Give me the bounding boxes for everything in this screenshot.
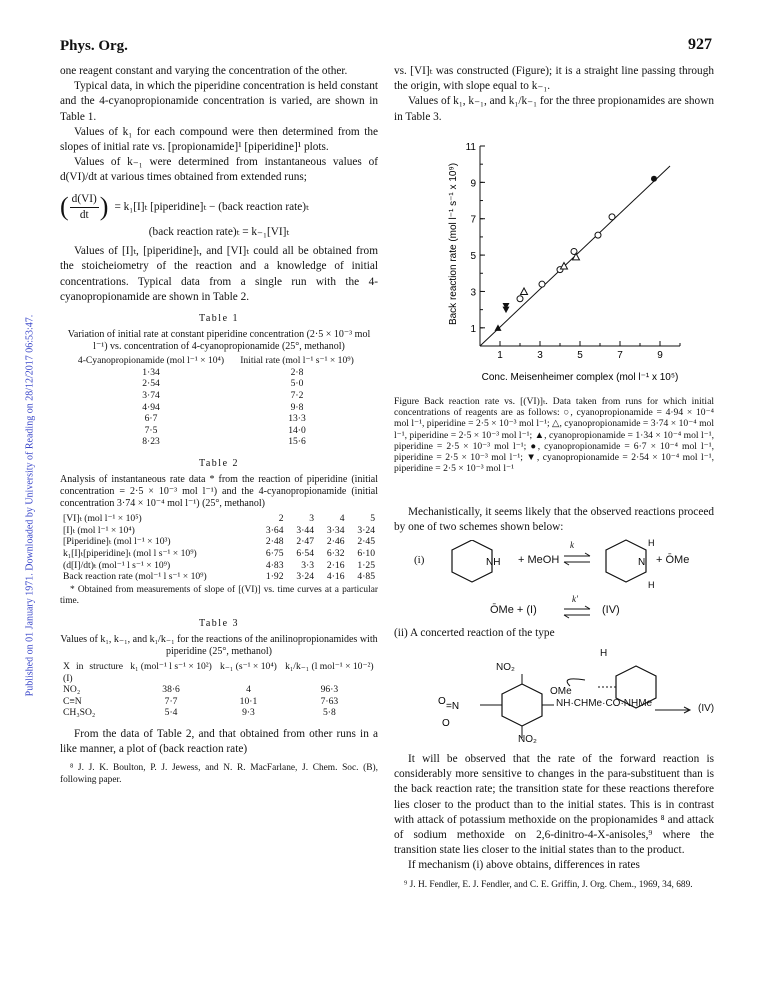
y-tick-label: 7 xyxy=(470,214,476,226)
svg-text:H: H xyxy=(648,580,655,590)
table-row xyxy=(60,548,378,560)
table2-title: Table 2 xyxy=(198,458,240,469)
methoxy-label: OMe xyxy=(550,686,572,697)
table-cell: 6·54 xyxy=(296,547,314,559)
left-column xyxy=(60,64,378,786)
table-header-cell: 4-Cyanopropionamide (mol l⁻¹ × 10⁴) xyxy=(77,355,225,367)
table-row xyxy=(60,525,378,537)
table-header-cell: [VI]ₜ (mol l⁻¹ × 10⁵) xyxy=(63,513,142,525)
right-column-bottom xyxy=(394,752,714,891)
data-point-open-circle xyxy=(539,281,545,287)
paragraph: (ii) A concerted reaction of the type xyxy=(394,627,555,639)
x-tick-label: 3 xyxy=(537,350,543,361)
y-tick-label: 3 xyxy=(470,287,476,299)
side-chain-label: NH·CHMe·CO·NHMe xyxy=(556,698,653,709)
svg-text:NH: NH xyxy=(486,557,501,568)
table-header-cell: 2 xyxy=(278,513,284,525)
table-cell: C≡N xyxy=(63,695,82,707)
download-watermark: Published on 01 January 1971. Downloaded by University of Reading on 28/12/2017 06:53:47. xyxy=(24,314,36,697)
table-cell: 5·4 xyxy=(164,707,178,719)
table-cell: 4 xyxy=(246,684,251,696)
table-cell: 9·8 xyxy=(290,401,304,413)
table1-caption: Variation of initial rate at constant piperidine concentration (2·5 × 10⁻³ mol l⁻¹) vs. concentration of 4-cyanopropionamide (25°, methanol) xyxy=(67,329,371,353)
svg-text:O: O xyxy=(438,696,446,707)
scheme-label: (i) xyxy=(414,554,425,566)
table-cell: 2·48 xyxy=(265,536,284,548)
scheme-ii xyxy=(420,646,720,746)
table-cell: 5·0 xyxy=(290,378,304,390)
table-cell: 8·23 xyxy=(142,436,160,448)
table-header-cell: 4 xyxy=(339,513,345,525)
right-column-top xyxy=(394,64,714,125)
data-point-filled-circle xyxy=(651,176,657,182)
rate-constant-k-prime: k′ xyxy=(572,594,578,604)
y-tick-label: 9 xyxy=(470,178,476,190)
table-row xyxy=(73,436,365,448)
table-cell: 7·7 xyxy=(164,695,178,707)
data-point-open-circle xyxy=(517,296,523,302)
data-point-open-circle xyxy=(595,232,601,238)
paragraph: one reagent constant and varying the concentration of the other. xyxy=(60,65,348,77)
svg-text:=N: =N xyxy=(446,701,460,712)
page-number: 927 xyxy=(688,36,712,53)
table-cell: 6·7 xyxy=(144,413,158,425)
table-cell: 96·3 xyxy=(320,684,339,696)
table-cell: 13·3 xyxy=(288,413,306,425)
table-cell: 6·32 xyxy=(326,547,345,559)
table-row xyxy=(73,378,365,390)
data-point-open-circle xyxy=(609,214,615,220)
table-cell: 4·94 xyxy=(142,401,160,413)
scheme-i xyxy=(394,540,714,630)
table-cell: 38·6 xyxy=(162,684,180,696)
table-row xyxy=(60,571,378,583)
table-cell: 1·25 xyxy=(357,559,375,571)
reagent-text: ŌMe + (I) xyxy=(490,604,537,616)
table-row xyxy=(60,684,378,696)
product-text: (IV) xyxy=(602,604,620,616)
table-cell: CH₃SO₂ xyxy=(63,707,96,719)
nitro-group-label: NO₂ xyxy=(496,662,515,673)
equilibrium-arrow-icon xyxy=(562,603,592,621)
piperidinium-ring-icon xyxy=(600,534,660,594)
y-tick-label: 5 xyxy=(470,251,476,263)
x-tick-label: 7 xyxy=(617,350,623,361)
table-cell: 1·92 xyxy=(265,571,284,583)
table-row xyxy=(73,413,365,425)
y-axis-label: Back reaction rate (mol l⁻¹ s⁻¹ x 10⁹) xyxy=(448,162,459,326)
paragraph: From the data of Table 2, and that obtained from other runs in a like manner, a plot of (back reaction rate) xyxy=(60,727,378,756)
svg-text:H: H xyxy=(648,538,655,548)
table-cell: 3·74 xyxy=(142,390,160,402)
table-cell: 2·54 xyxy=(142,378,160,390)
table-header-cell: k₋₁ (s⁻¹ × 10⁴) xyxy=(220,660,277,672)
table3-title: Table 3 xyxy=(198,617,240,629)
table-header-cell: Initial rate (mol l⁻¹ s⁻¹ × 10⁹) xyxy=(240,355,354,367)
rate-constant-k: k xyxy=(570,540,574,550)
piperidine-ring-icon xyxy=(442,540,502,590)
table-cell: 3·34 xyxy=(326,524,345,536)
table-header-cell: X in structure (I) xyxy=(63,660,123,684)
table-cell: 10·1 xyxy=(239,695,258,707)
table1-title: Table 1 xyxy=(198,313,240,325)
table-cell: 2·47 xyxy=(296,536,314,548)
table-cell: 2·16 xyxy=(326,559,345,571)
table-cell: 2·46 xyxy=(326,536,345,548)
table-cell: 4·16 xyxy=(326,571,345,583)
svg-text:O: O xyxy=(442,718,450,729)
scheme-ii-intro xyxy=(394,626,714,641)
table-header-row xyxy=(60,513,378,525)
table-cell: 3·44 xyxy=(296,524,314,536)
table-row xyxy=(60,560,378,572)
table-cell: NO₂ xyxy=(63,684,81,696)
paragraph: vs. [VI]ₜ was constructed (Figure); it is a straight line passing through the origin, with slope equal to k₋₁. xyxy=(394,65,714,93)
table-cell: 2·8 xyxy=(290,366,304,378)
paragraph: Typical data, in which the piperidine concentration is held constant and the 4-cyanopropionamide concentration is varied, are shown in Table 1. xyxy=(60,80,378,123)
equation-denominator: dt xyxy=(79,208,89,221)
table-header-row xyxy=(73,355,365,367)
table-row xyxy=(60,696,378,708)
x-axis-label: Conc. Meisenheimer complex (mol l⁻¹ x 10⁵) xyxy=(481,372,679,383)
figure-caption: Figure Back reaction rate vs. [(VI)]ₜ. Data taken from runs for which initial concentrations of reagents are as follows: ○, cyanopropionamide = 4·94 × 10⁻⁴ mol l⁻¹, piperidine = 2·5 × 10⁻³ mol l⁻¹; △, cyanopropionamide = 3·74 × 10⁻⁴ mol l⁻¹, piperidine = 2·5 × 10⁻³ mol l⁻¹; ▲, cyanopropionamide = 1·34 × 10⁻⁴ mol l⁻¹, piperidine = 2·5 × 10⁻³ mol l⁻¹; ●, cyanopropionamide = 6·7 × 10⁻⁴ mol l⁻¹, piperidine = 2·5 × 10⁻³ mol l⁻¹; ▼, cyanopropionamide = 2·54 × 10⁻⁴ mol l⁻¹, piperidine = 2·5 × 10⁻³ mol l⁻¹ xyxy=(394,396,714,475)
equilibrium-arrow-icon xyxy=(562,550,592,568)
table-cell: 3·64 xyxy=(265,524,284,536)
table-cell: Back reaction rate (mol⁻¹ l s⁻¹ × 10⁹) xyxy=(63,571,207,583)
table2 xyxy=(60,513,378,583)
chart-marks xyxy=(480,166,670,346)
table-cell: 1·34 xyxy=(142,366,160,378)
table1 xyxy=(73,355,365,448)
table2-note: * Obtained from measurements of slope of [(VI)] vs. time curves at a particular time. xyxy=(60,584,378,607)
back-rate-equation: (back reaction rate)ₜ = k₋₁[VI]ₜ xyxy=(148,226,290,239)
table-header-cell: k₁ (mol⁻¹ l s⁻¹ × 10²) xyxy=(130,660,212,672)
table-cell: 3·24 xyxy=(296,571,314,583)
table-cell: [I]ₜ (mol l⁻¹ × 10⁴) xyxy=(63,524,135,536)
table3 xyxy=(60,661,378,719)
svg-text:N: N xyxy=(638,557,646,568)
table-cell: 14·0 xyxy=(288,424,306,436)
table-row xyxy=(60,536,378,548)
data-point-filled-down-triangle xyxy=(503,307,510,314)
paragraph: If mechanism (i) above obtains, differences in rates xyxy=(408,859,640,872)
paragraph: It will be observed that the rate of the forward reaction is considerably more sensitive to changes in the para-substituent than is the back reaction rate; the transition state for these reactions therefore lies closer to the product than to the initial states. This is in contrast with attack of potassium methoxide on the propionamides ⁸ and attack of sodium methoxide on 2,6-dinitro-4-X-anisoles,⁹ where the transition state lies closer to the initial states than to the product. xyxy=(394,753,714,857)
data-point-filled-triangle xyxy=(495,324,502,331)
journal-section: Phys. Org. xyxy=(60,38,128,54)
hydrogen-label: H xyxy=(600,648,608,659)
table3-caption: Values of k₁, k₋₁, and k₁/k₋₁ for the reactions of the anilinopropionamides with piperidine (25°, methanol) xyxy=(60,633,378,657)
scatter-plot xyxy=(440,132,700,392)
table-header-cell: 3 xyxy=(309,513,314,525)
table-cell: [Piperidine]ₜ (mol l⁻¹ × 10³) xyxy=(63,536,171,548)
x-tick-label: 5 xyxy=(577,350,583,361)
chart-axes xyxy=(480,146,680,346)
equation-rhs: = k₁[I]ₜ [piperidine]ₜ − (back reaction rate)ₜ xyxy=(114,200,309,213)
table-cell: 7·5 xyxy=(144,424,158,436)
table-cell: 4·85 xyxy=(357,571,375,583)
table-cell: 15·6 xyxy=(288,436,306,448)
table-row xyxy=(73,367,365,379)
footnote: ⁸ J. J. K. Boulton, P. J. Jewess, and N. R. MacFarlane, J. Chem. Soc. (B), following paper. xyxy=(60,763,378,785)
table-cell: 6·10 xyxy=(357,547,375,559)
x-tick-label: 1 xyxy=(497,350,503,361)
table-cell: 7·2 xyxy=(290,390,304,402)
table-header-cell: 5 xyxy=(370,513,375,525)
footnote: ⁹ J. H. Fendler, E. J. Fendler, and C. E. Griffin, J. Org. Chem., 1969, 34, 689. xyxy=(404,879,693,890)
data-point-open-triangle xyxy=(521,288,528,295)
paragraph: Values of k₋₁ were determined from instantaneous values of d(VI)/dt at various times obtained from extended runs; xyxy=(60,156,378,184)
product-label: (IV) xyxy=(698,703,715,714)
table-cell: 3·24 xyxy=(357,524,375,536)
table-row xyxy=(73,390,365,402)
paragraph: Mechanistically, it seems likely that the observed reactions proceed by one of two schemes shown below: xyxy=(394,506,714,534)
table-cell: k₁[I]ₜ[piperidine]ₜ (mol l s⁻¹ × 10⁹) xyxy=(63,547,197,559)
x-tick-label: 9 xyxy=(657,350,663,361)
paragraph: Values of k₁, k₋₁, and k₁/k₋₁ for the three propionamides are shown in Table 3. xyxy=(394,95,714,123)
table-header-row xyxy=(60,661,378,684)
figure-chart xyxy=(440,132,700,392)
table-cell: 3·3 xyxy=(301,559,314,571)
table-cell: 9·3 xyxy=(242,707,255,719)
table-row xyxy=(60,707,378,719)
y-tick-label: 11 xyxy=(465,142,476,153)
table-cell: 2·45 xyxy=(357,536,375,548)
mechanism-paragraph xyxy=(394,505,714,535)
equation-numerator: d(VI) xyxy=(70,192,99,208)
reagent-text: + MeOH xyxy=(518,554,560,566)
product-text: + ŌMe xyxy=(656,554,690,566)
table-row xyxy=(73,402,365,414)
table-cell: (d[I]/dt)ₜ (mol⁻¹ l s⁻¹ × 10⁹) xyxy=(63,559,171,571)
nitro-group-label: NO₂ xyxy=(518,734,537,745)
table-cell: 7·63 xyxy=(320,695,339,707)
table-cell: 6·75 xyxy=(265,547,284,559)
table2-caption: Analysis of instantaneous rate data * from the reaction of piperidine (initial concentration = 2·5 × 10⁻³ mol l⁻¹) and the 4-cyanopropionamide (initial concentration 3·74 × 10⁻⁴ mol l⁻¹) (25°, methanol) xyxy=(60,474,378,510)
table-row xyxy=(73,425,365,437)
paragraph: Values of [I]ₜ, [piperidine]ₜ, and [VI]ₜ could all be obtained from the stoicheiometry of the reaction and a knowledge of initial concentrations. Typical data from a single run with the 4-cyanopropionamide are shown in Table 2. xyxy=(60,245,378,303)
table-cell: 4·83 xyxy=(265,559,284,571)
table-header-cell: k₁/k₋₁ (l mol⁻¹ × 10⁻²) xyxy=(285,660,374,672)
paragraph: Values of k₁ for each compound were then determined from the slopes of initial rate vs. [propionamide]¹ [piperidine]¹ plots. xyxy=(60,125,378,154)
table-cell: 5·8 xyxy=(322,707,336,719)
rate-equation: ( $\frac{d(VI)}{dt}$ ) = k₁[I]ₜ [piperidine]ₜ − (back reaction rate)ₜ xyxy=(60,192,309,222)
y-tick-label: 1 xyxy=(470,323,476,335)
